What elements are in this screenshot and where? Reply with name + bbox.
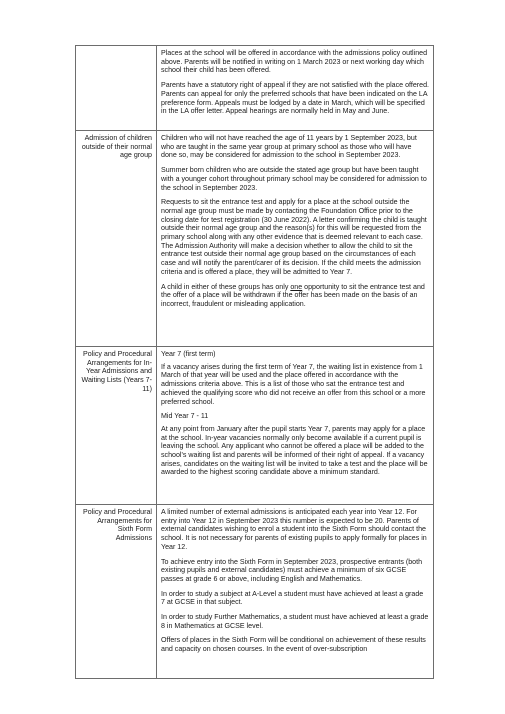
row-label: Policy and Procedural Arrangements for In-Year Admissions and Waiting Lists (Years 7-11) [76, 347, 157, 505]
paragraph: At any point from January after the pupil starts Year 7, parents may apply for a place at the school. In-year vacancies normally only become available if a current pupil is leaving the school. Any applicant who cannot be offered a place will be added to the school's waiting list and parents will be informed of their right of appeal. If a vacancy arises, candidates on the waiting list will be invited to take a test and the place will be awarded to the highest scoring candidate above a minimum standard. [161, 424, 428, 477]
admissions-policy-table [75, 45, 434, 679]
subheading: Year 7 (first term) [161, 350, 216, 358]
row-body [157, 505, 434, 679]
paragraph: In order to study Further Mathematics, a student must have achieved at least a grade 8 in Mathematics at GCSE level. [161, 613, 429, 630]
paragraph: Places at the school will be offered in accordance with the admissions policy outlined above. Parents will be notified in writing on 1 March 2023 or next working day which school their child has been offered. [161, 49, 428, 75]
paragraph: Children who will not have reached the age of 11 years by 1 September 2023, but who are taught in the same year group at primary school as those who will have done so, may be considered for admission to the school in September 2023. [161, 134, 417, 160]
underlined-word: one [290, 282, 303, 291]
table-row [76, 131, 434, 347]
paragraph: In order to study a subject at A-Level a student must have achieved at least a grade 7 at GCSE in that subject. [161, 589, 424, 607]
row-body [157, 347, 434, 505]
row-body [157, 46, 434, 131]
paragraph: Parents have a statutory right of appeal if they are not satisfied with the place offered. Parents can appeal for only the preferred schools that have been indicated on the LA preference form. Appeals must be lodged by a date in March, which will be specified in the LA offer letter. Appeal hearings are normally held in May and June. [161, 81, 430, 116]
paragraph: Requests to sit the entrance test and apply for a place at the school outside the normal age group must be made by contacting the Foundation Office prior to the closing date for test registration (30 June 2022). A letter confirming the child is taught outside their normal age group and the reason(s) for this will be requested from the primary school along with any other evidence that is deemed relevant to each case. The Admission Authority will make a decision whether to allow the child to sit the entrance test outside their normal age group based on the circumstances of each case and will notify the parent/carer of its decision. If the child meets the admission criteria and is offered a place, they will be admitted to Year 7. [161, 198, 427, 276]
subheading: Mid Year 7 - 11 [161, 412, 209, 421]
paragraph: If a vacancy arises during the first term of Year 7, the waiting list in existence from 1 March of that year will be used and the place offered in accordance with the admissions criteria above. This is a list of those who sat the entrance test and achieved the qualifying score who did not receive an offer from this school or a more preferred school. [161, 362, 426, 406]
paragraph [161, 283, 429, 309]
paragraph: To achieve entry into the Sixth Form in September 2023, prospective entrants (both existing pupils and external candidates) must achieve a minimum of six GCSE passes at grade 6 or above, including English and Mathematics. [161, 557, 423, 583]
paragraph: A limited number of external admissions is anticipated each year into Year 12. For entry into Year 12 in September 2023 this number is expected to be 20. Parents of external candidates wishing to enrol a student into the Sixth Form should contact the school. It is not necessary for parents of existing pupils to apply formally for places in Year 12. [161, 508, 427, 551]
row-label [76, 46, 157, 131]
table-row [76, 46, 434, 131]
row-label: Policy and Procedural Arrangements for Sixth Form Admissions [76, 505, 157, 679]
table-row [76, 505, 434, 679]
text-run: opportunity to sit the entrance test and the offer of a place will be withdrawn if the offer has been made on the basis of an incorrect, fraudulent or misleading application. [161, 282, 425, 308]
row-body [157, 131, 434, 347]
row-label: Admission of children outside of their normal age group [76, 131, 157, 347]
paragraph: Offers of places in the Sixth Form will be conditional on achievement of these results and capacity on chosen courses. In the event of over-subscription [161, 636, 426, 654]
text-run: A child in either of these groups has only [161, 282, 291, 291]
paragraph: Summer born children who are outside the stated age group but have been taught with a younger cohort throughout primary school may be considered for admission to the school in September 2023. [161, 166, 427, 192]
table-row [76, 347, 434, 505]
